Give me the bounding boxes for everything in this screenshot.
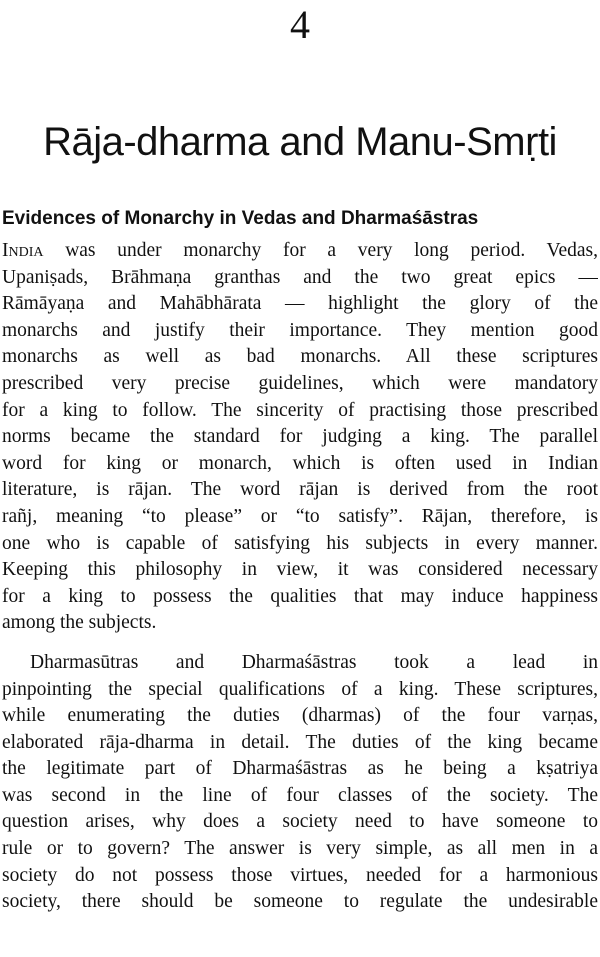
text-line: pinpointing the special qualifications of a king. These scriptures, — [2, 678, 598, 700]
text-line: rule or to govern? The answer is very simple, as all men in a — [2, 838, 598, 860]
text-line: society, there should be someone to regulate the undesirable — [2, 891, 598, 913]
text-line: one who is capable of satisfying his subjects in every manner. — [2, 532, 598, 554]
text-line: was second in the line of four classes of the society. The — [2, 784, 598, 806]
text-line: rañj, meaning “to please” or “to satisfy”. Rājan, therefore, is — [2, 505, 598, 527]
paragraph-2 — [2, 650, 598, 916]
text-line: prescribed very precise guidelines, which were mandatory — [2, 372, 598, 394]
text-line: word for king or monarch, which is often used in Indian — [2, 452, 598, 474]
text-line: monarchs and justify their importance. They mention good — [2, 319, 598, 341]
text-line: while enumerating the duties (dharmas) of the four varṇas, — [2, 705, 598, 727]
text-line: Rāmāyaṇa and Mahābhārata — highlight the glory of the — [2, 293, 598, 315]
body-text — [2, 238, 598, 916]
text-line: elaborated rāja-dharma in detail. The duties of the king became — [2, 731, 598, 753]
text-line: Dharmasūtras and Dharmaśāstras took a lead in — [30, 651, 598, 673]
section-heading: Evidences of Monarchy in Vedas and Dharmaśāstras — [2, 208, 479, 229]
text-line: for a king to follow. The sincerity of practising those prescribed — [2, 399, 598, 421]
text-line: the legitimate part of Dharmaśāstras as he being a kṣatriya — [2, 758, 598, 780]
chapter-number: 4 — [290, 2, 310, 47]
text-line: Keeping this philosophy in view, it was considered necessary — [2, 559, 598, 581]
text-line: monarchs as well as bad monarchs. All these scriptures — [2, 346, 598, 368]
text-line: society do not possess those virtues, needed for a harmonious — [2, 864, 598, 886]
text-line: literature, is rājan. The word rājan is derived from the root — [2, 479, 598, 501]
text-line: norms became the standard for judging a king. The parallel — [2, 426, 598, 448]
opening-word: India — [2, 240, 44, 261]
text-line: for a king to possess the qualities that may induce happiness — [2, 585, 598, 607]
text-line: among the subjects. — [2, 612, 157, 634]
text-line: India was under monarchy for a very long period. Vedas, — [2, 240, 598, 261]
text-line: question arises, why does a society need to have someone to — [2, 811, 598, 833]
paragraph-1 — [2, 238, 598, 637]
text-line: Upaniṣads, Brāhmaṇa granthas and the two great epics — — [2, 266, 598, 288]
chapter-title: Rāja-dharma and Manu-Smṛti — [43, 120, 557, 164]
